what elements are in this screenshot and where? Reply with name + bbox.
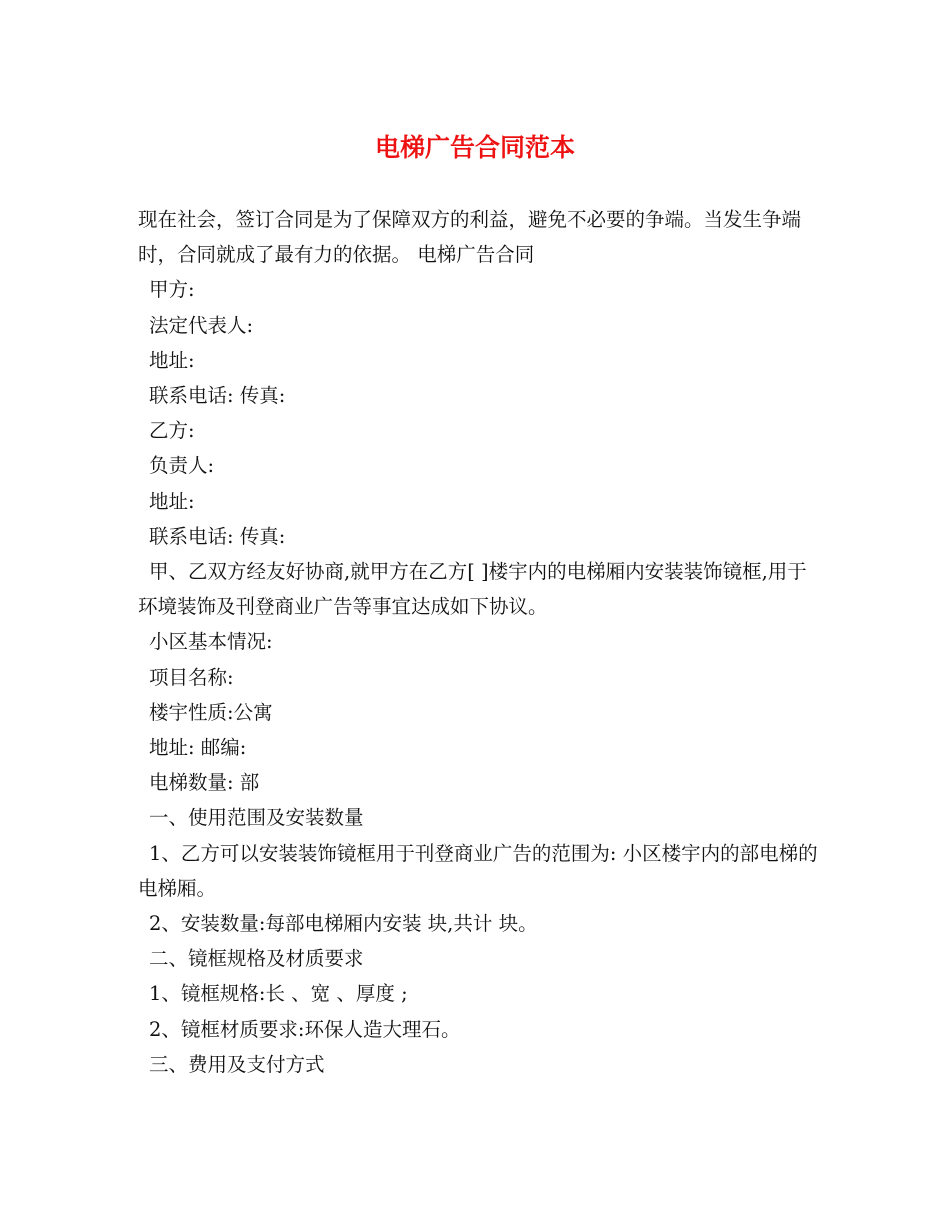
clause-2-1: 1、镜框规格:长 、宽 、厚度 ;	[149, 982, 408, 1006]
section-heading-1: 一、使用范围及安装数量	[149, 806, 364, 830]
paragraph-elevator-count: 电梯数量: 部	[149, 771, 260, 795]
paragraph-address-zip: 地址: 邮编:	[149, 736, 247, 760]
paragraph-phone-fax-a: 联系电话: 传真:	[149, 384, 286, 408]
paragraph-agreement: 甲、乙双方经友好协商,就甲方在乙方[ ]楼宇内的电梯厢内安装装饰镜框,用于环境装饰及刊登商业广告等事宜达成如下协议。	[138, 560, 807, 619]
paragraph-responsible-person: 负责人:	[149, 454, 215, 478]
paragraph-party-a: 甲方:	[149, 278, 195, 302]
document-body	[138, 202, 818, 1082]
clause-1-2: 2、安装数量:每部电梯厢内安装 块,共计 块。	[149, 912, 538, 936]
document-title: 电梯广告合同范本	[374, 133, 575, 162]
section-heading-2: 二、镜框规格及材质要求	[149, 947, 364, 971]
paragraph-phone-fax-b: 联系电话: 传真:	[149, 524, 286, 548]
clause-2-2: 2、镜框材质要求:环保人造大理石。	[149, 1017, 461, 1041]
paragraph-address-b: 地址:	[149, 489, 195, 513]
paragraph-project-name: 项目名称:	[149, 665, 234, 689]
clause-1-1: 1、乙方可以安装装饰镜框用于刊登商业广告的范围为: 小区楼宇内的部电梯的电梯厢。	[138, 841, 818, 900]
paragraph-building-type: 楼宇性质:公寓	[149, 700, 273, 724]
paragraph-address-a: 地址:	[149, 348, 195, 372]
paragraph-legal-rep: 法定代表人:	[149, 313, 254, 337]
paragraph-community-info: 小区基本情况:	[149, 630, 273, 654]
paragraph-party-b: 乙方:	[149, 419, 195, 443]
paragraph-intro: 现在社会，签订合同是为了保障双方的利益，避免不必要的争端。当发生争端时，合同就成了最有力的依据。 电梯广告合同	[138, 208, 802, 267]
section-heading-3: 三、费用及支付方式	[149, 1052, 325, 1076]
